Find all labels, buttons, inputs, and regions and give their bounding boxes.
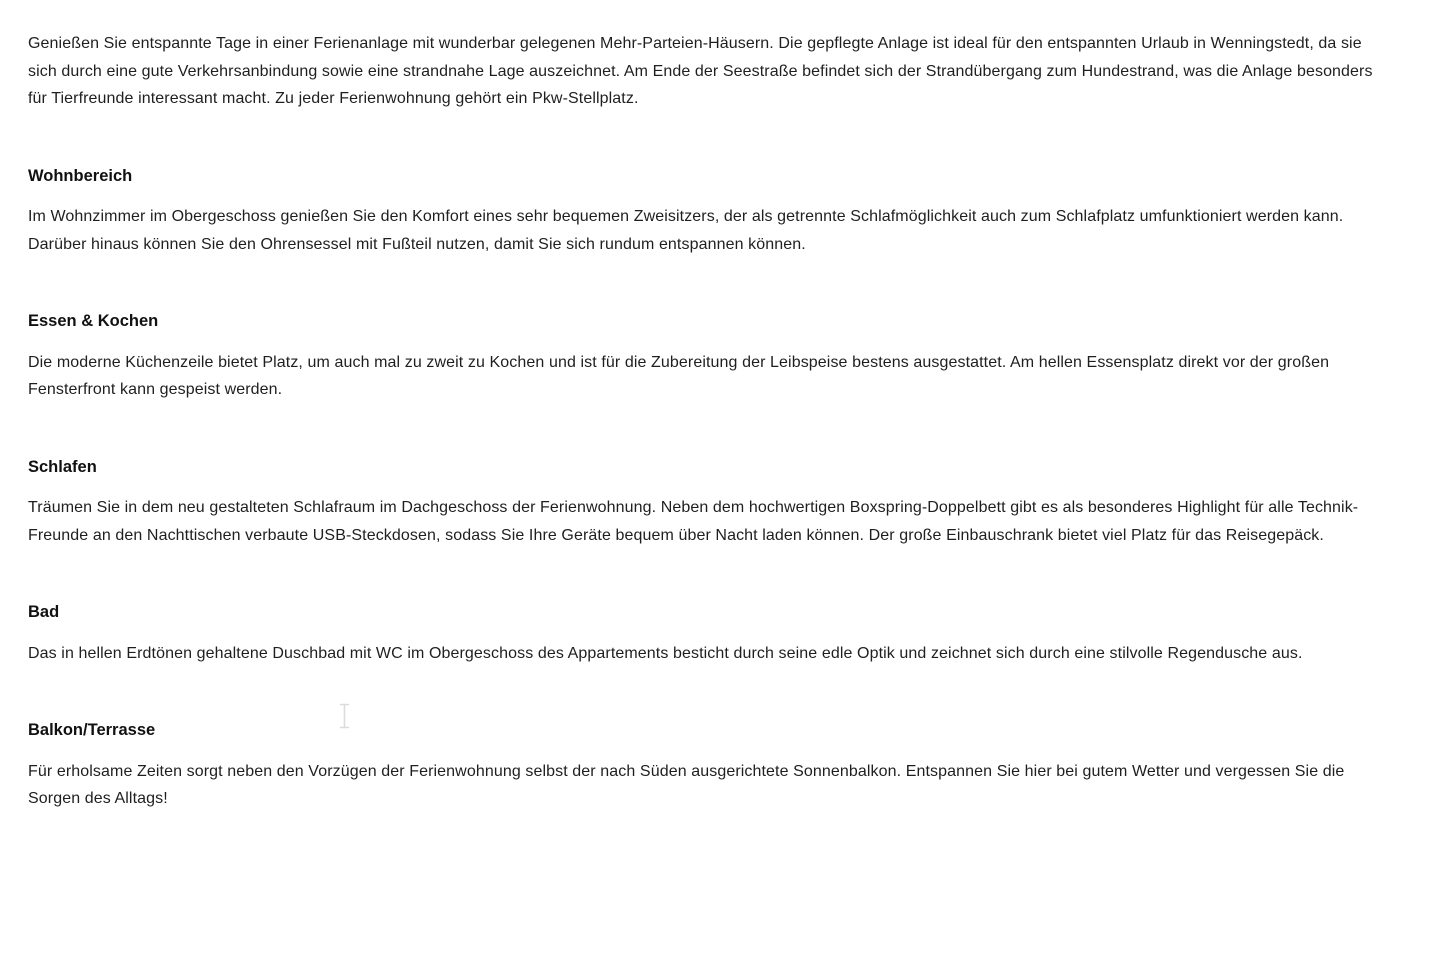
section-paragraph-wohnbereich: Im Wohnzimmer im Obergeschoss genießen Sie den Komfort eines sehr bequemen Zweisitzers, der als getrennte Schlafmöglichkeit auch zum Schlafplatz umfunktioniert werden kann. Darüber hinaus können Sie den Ohrensessel mit Fußteil nutzen, damit Sie sich rundum entspannen können. bbox=[28, 208, 1344, 253]
section-paragraph-essen-kochen: Die moderne Küchenzeile bietet Platz, um auch mal zu zweit zu Kochen und ist für die Zubereitung der Leibspeise bestens ausgestattet. Am hellen Essensplatz direkt vor der großen Fensterfront kann gespeist werden. bbox=[28, 353, 1330, 398]
section-paragraph-balkon-terrasse: Für erholsame Zeiten sorgt neben den Vorzügen der Ferienwohnung selbst der nach Süden ausgerichtete Sonnenbalkon. Entspannen Sie hier bei gutem Wetter und vergessen Sie die Sorgen des Alltags! bbox=[28, 762, 1345, 807]
section-heading-wohnbereich: Wohnbereich bbox=[28, 166, 133, 185]
section-heading-balkon-terrasse: Balkon/Terrasse bbox=[28, 721, 156, 739]
section-paragraph-schlafen: Träumen Sie in dem neu gestalteten Schlafraum im Dachgeschoss der Ferienwohnung. Neben dem hochwertigen Boxspring-Doppelbett gibt es als besonderes Highlight für alle Technik-Freunde an den Nachttischen verbaute USB-Steckdosen, sodass Sie Ihre Geräte bequem über Nacht laden können. Der große Einbauschrank bietet viel Platz für das Reisegepäck. bbox=[28, 499, 1359, 544]
intro-paragraph: Genießen Sie entspannte Tage in einer Ferienanlage mit wunderbar gelegenen Mehr-Parteien-Häusern. Die gepflegte Anlage ist ideal für den entspannten Urlaub in Wenningstedt, da sie sich durch eine gute Verkehrsanbindung sowie eine strandnahe Lage auszeichnet. Am Ende der Seestraße befindet sich der Strandübergang zum Hundestrand, was die Anlage besonders für Tierfreunde interessant macht. Zu jeder Ferienwohnung gehört ein Pkw-Stellplatz. bbox=[28, 35, 1373, 107]
section-heading-bad: Bad bbox=[28, 603, 60, 621]
section-heading-schlafen: Schlafen bbox=[28, 457, 97, 476]
section-paragraph-bad: Das in hellen Erdtönen gehaltene Duschbad mit WC im Obergeschoss des Appartements besticht durch seine edle Optik und zeichnet sich durch eine stilvolle Regendusche aus. bbox=[28, 644, 1303, 662]
section-heading-essen-kochen: Essen & Kochen bbox=[28, 312, 159, 330]
